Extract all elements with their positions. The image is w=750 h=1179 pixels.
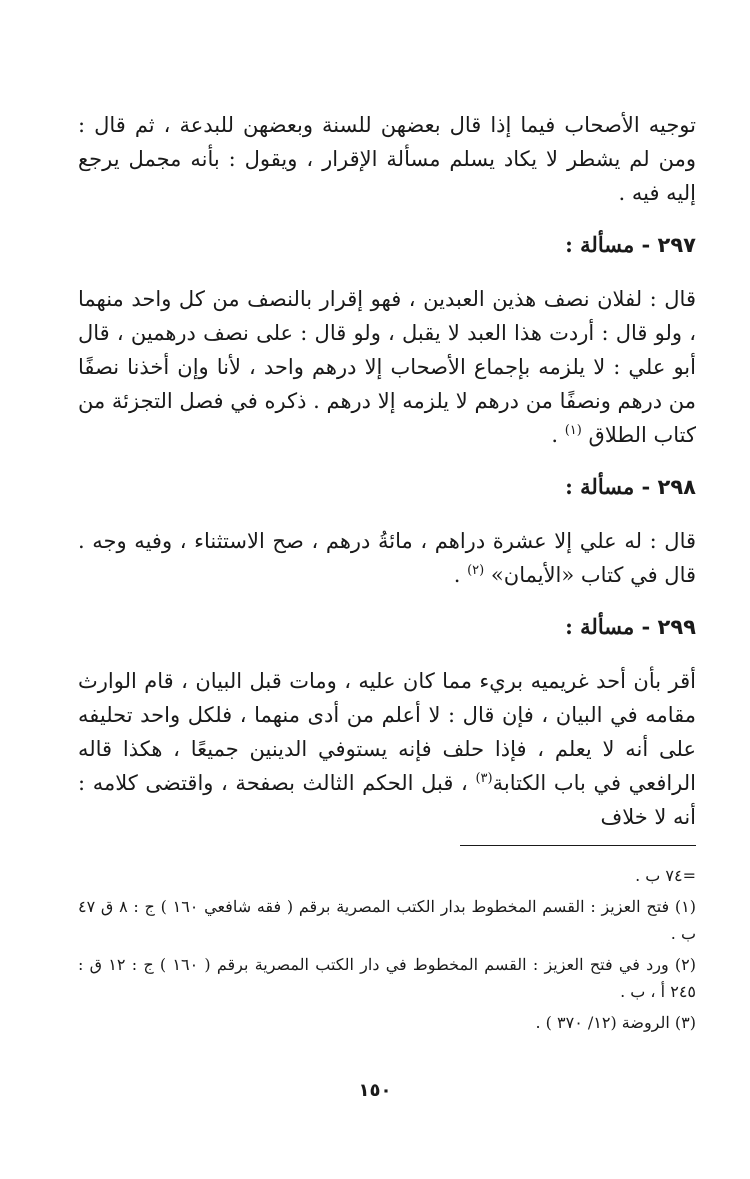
issue-heading-297 xyxy=(78,228,696,262)
page-number: ١٥٠ xyxy=(358,1080,392,1101)
footnote-ref-2[interactable]: (٢) xyxy=(467,563,485,578)
issue-tail: . xyxy=(551,423,565,447)
issue-298-paragraph xyxy=(78,524,696,592)
issue-number: ٢٩٧ xyxy=(657,233,696,257)
issue-text: قال : لفلان نصف هذين العبدين ، فهو إقرار بالنصف من كل واحد منهما ، ولو قال : أردت هذا العبد لا يقبل ، ولو قال : على نصف درهمين ، قال أبو علي : لا يلزمه بإجماع الأصحاب إلا درهم واحد ، لأنا وإن أخذنا نصفًا من درهم ونصفًا من درهم لا يلزمه إلا درهم . ذكره في فصل التجزئة من كتاب الطلاق xyxy=(78,287,696,447)
footnote-3: (٣) الروضة (١٢/ ٣٧٠ ) . xyxy=(535,1013,696,1032)
issue-label: - مسألة : xyxy=(565,474,651,499)
issue-tail: . xyxy=(453,563,468,587)
footnote-continuation: =٧٤ ب . xyxy=(635,866,696,885)
issue-299-paragraph xyxy=(78,664,696,834)
issue-number: ٢٩٨ xyxy=(657,475,696,499)
issue-label: - مسألة : xyxy=(565,232,651,257)
footnotes xyxy=(78,862,696,1040)
issue-tail: ، قبل الحكم الثالث بصفحة ، واقتضى كلامه : أنه لا خلاف xyxy=(78,771,696,829)
intro-paragraph: توجيه الأصحاب فيما إذا قال بعضهن للسنة وبعضهن للبدعة ، ثم قال : ومن لم يشطر لا يكاد يسلم مسألة الإقرار ، ويقول : بأنه مجمل يرجع إليه فيه . xyxy=(78,113,696,205)
issue-heading-299 xyxy=(78,610,696,644)
footnote-1: (١) فتح العزيز : القسم المخطوط بدار الكتب المصرية برقم ( فقه شافعي ١٦٠ ) ج : ٨ ق ٤٧ ب . xyxy=(78,897,696,943)
footnote-ref-3[interactable]: (٣) xyxy=(475,771,493,786)
issue-text: قال : له علي إلا عشرة دراهم ، مائةُ درهم ، صح الاستثناء ، وفيه وجه . قال في كتاب «الأيمان» xyxy=(78,529,696,587)
issue-number: ٢٩٩ xyxy=(657,615,696,639)
footnote-ref-1[interactable]: (١) xyxy=(564,423,582,438)
footnote-divider xyxy=(460,845,696,846)
issue-297-paragraph xyxy=(78,282,696,452)
issue-heading-298 xyxy=(78,470,696,504)
issue-text: أقر بأن أحد غريميه بريء مما كان عليه ، ومات قبل البيان ، قام الوارث مقامه في البيان ، فإن قال : لا أعلم من أدى منهما ، فلكل واحد تحليفه على أنه لا يعلم ، فإذا حلف فإنه يستوفي الدينين جميعًا ، هكذا قاله الرافعي في باب الكتابة xyxy=(78,669,697,795)
page-body xyxy=(78,108,696,834)
footnote-2: (٢) ورد في فتح العزيز : القسم المخطوط في دار الكتب المصرية برقم ( ١٦٠ ) ج : ١٢ ق : ٢٤٥ أ ، ب . xyxy=(78,955,697,1001)
issue-label: - مسألة : xyxy=(565,614,651,639)
